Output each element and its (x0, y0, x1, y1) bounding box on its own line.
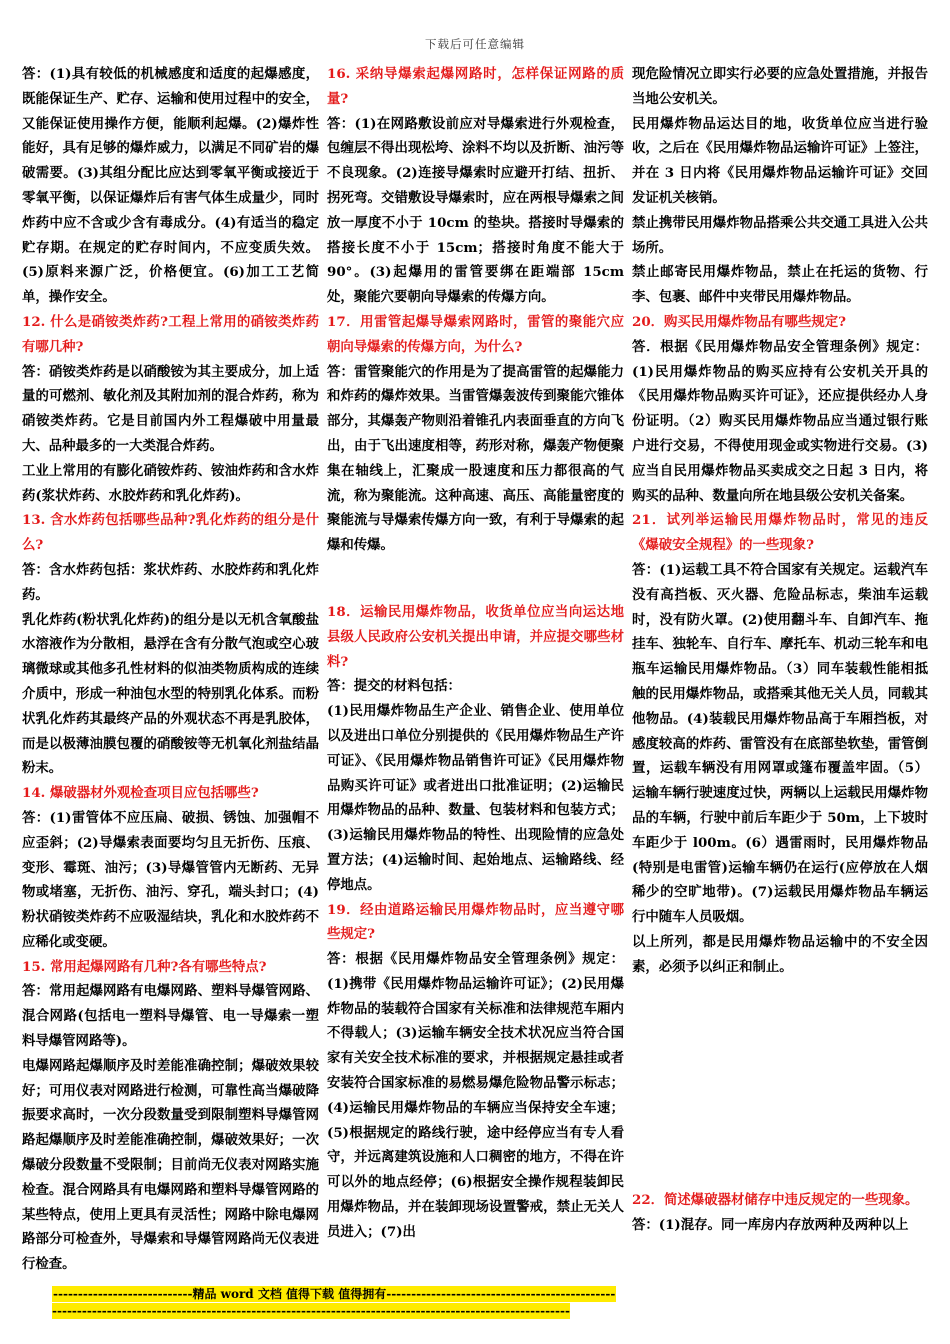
answer-paragraph: 答：(1)在网路敷设前应对导爆索进行外观检查，包缠层不得出现松垮、涂料不均以及折断、油污等不良现象。(2)连接导爆索时应避开打结、扭折、拐死弯。交错敷设导爆索时，应在两根导爆索之间放一厚度不小于 10cm 的垫块。搭接时导爆索的搭接长度不小于 15cm；搭接时角度不能大于 90°。(3)起爆用的雷管要绑在距端部 15cm 处，聚能穴要朝向导爆索的传爆方向。 (327, 115, 624, 306)
spacer (632, 979, 928, 1188)
answer-paragraph: 以上所列，都是民用爆炸物品运输中的不安全因素，必须予以纠正和制止。 (632, 933, 928, 975)
answer-paragraph: 乳化炸药(粉状乳化炸药)的组分是以无机含氧酸盐水溶液作为分散相，悬浮在含有分散气泡或空心玻璃微球或其他多孔性材料的似油类物质构成的连续介质中，形成一种油包水型的特别乳化体系。而粉状乳化炸药其最终产品的外观状态不再是乳胶体，而是以极薄油膜包覆的硝酸铵等无机氧化剂盐结晶粉末。 (22, 611, 319, 777)
answer-paragraph: 工业上常用的有膨化硝铵炸药、铵油炸药和含水炸药(浆状炸药、水胶炸药和乳化炸药)。 (22, 462, 319, 504)
question-heading: 19．经由道路运输民用爆炸物品时，应当遵守哪些规定? (327, 901, 624, 943)
answer-paragraph: 答：(1)运载工具不符合国家有关规定。运载汽车没有高挡板、灭火器、危险品标志，柴油车运载时，没有防火罩。(2)使用翻斗车、自卸汽车、拖挂车、独轮车、自行车、摩托车、机动三轮车和电瓶车运输民用爆炸物品。（3）同车装载性能相抵触的民用爆炸物品，或搭乘其他无关人员，同载其他物品。(4)装载民用爆炸物品高于车厢挡板，对感度较高的炸药、雷管没有在底部垫软垫，雷管倒置，运载车辆没有用网罩或篷布覆盖牢固。（5）运输车辆行驶速度过快，两辆以上运载民用爆炸物品的车辆，行驶中前后车距少于 50m，上下坡时车距少于 l00m。(6）遇雷雨时，民用爆炸物品(特别是电雷管)运输车辆仍在运行(应停放在人烟稀少的空旷地带)。(7)运载民用爆炸物品车辆运行中随车人员吸烟。 (632, 561, 928, 926)
answer-paragraph: 答．根据《民用爆炸物品安全管理条例》规定：(1)民用爆炸物品的购买应持有公安机关开具的《民用爆炸物品购买许可证》，还应提供经办人身份证明。（2）购买民用爆炸物品应当通过银行账户进行交易，不得使用现金或实物进行交易。(3)应当自民用爆炸物品买卖成交之日起 3 日内，将购买的品种、数量向所在地县级公安机关备案。 (632, 338, 928, 504)
footer-banner (52, 1286, 616, 1319)
answer-paragraph: 答：雷管聚能穴的作用是为了提高雷管的起爆能力和炸药的爆炸效果。当雷管爆轰波传到聚能穴锥体部分，其爆轰产物则沿着锥孔内表面垂直的方向飞出，由于飞出速度相等，药形对称，爆轰产物便聚集在轴线上，汇聚成一股速度和压力都很高的气流，称为聚能流。这种高速、高压、高能量密度的聚能流与导爆索传爆方向一致，有利于导爆索的起爆和传爆。 (327, 363, 624, 554)
question-heading: 20．购买民用爆炸物品有哪些规定? (632, 313, 846, 330)
question-heading: 21．试列举运输民用爆炸物品时，常见的违反《爆破安全规程》的一些现象? (632, 512, 928, 554)
page-header: 下载后可任意编辑 (425, 37, 525, 51)
answer-paragraph: 答：(1)雷管体不应压扁、破损、锈蚀、加强帽不应歪斜；(2)导爆索表面要均匀且无折伤、压痕、变形、霉斑、油污；(3)导爆管管内无断药、无异物或堵塞，无折伤、油污、穿孔，端头封口；(4)粉状硝铵类炸药不应吸湿结块，乳化和水胶炸药不应稀化或变硬。 (22, 809, 319, 950)
text-column-middle (327, 62, 624, 1245)
question-heading: 14. 爆破器材外观检查项目应包括哪些? (22, 785, 259, 802)
footer-line-2: -------------------------------------------------------------------------------------------------------- (52, 1304, 570, 1318)
answer-paragraph: 答：常用起爆网路有电爆网路、塑料导爆管网路、混合网路(包括电一塑料导爆管、电一导爆索一塑料导爆管网路等)。 (22, 983, 319, 1050)
question-heading: 13. 含水炸药包括哪些品种?乳化炸药的组分是什么? (22, 512, 319, 554)
answer-paragraph: 民用爆炸物品运达目的地，收货单位应当进行验收，之后在《民用爆炸物品运输许可证》上签注，并在 3 日内将《民用爆炸物品运输许可证》交回发证机关核销。 (632, 115, 928, 206)
text-column-left (22, 62, 319, 1277)
spacer (327, 558, 624, 600)
answer-paragraph: (1)民用爆炸物品生产企业、销售企业、使用单位以及进出口单位分别提供的《民用爆炸物品生产许可证》、《民用爆炸物品销售许可证》《民用爆炸物品购买许可证》或者进出口批准证明；(2)运输民用爆炸物品的品种、数量、包装材料和包装方式；(3)运输民用爆炸物品的特性、出现险情的应急处置方法；(4)运输时间、起始地点、运输路线、经停地点。 (327, 703, 624, 893)
answer-paragraph: 答：提交的材料包括： (327, 678, 461, 695)
text-column-right (632, 62, 928, 1238)
answer-paragraph: 答：硝铵类炸药是以硝酸铵为其主要成分，加上适量的可燃剂、敏化剂及其附加剂的混合炸药，称为硝铵类炸药。它是目前国内外工程爆破中用量最大、品种最多的一大类混合炸药。 (22, 363, 319, 454)
answer-paragraph: 答：(1)具有较低的机械感度和适度的起爆感度，既能保证生产、贮存、运输和使用过程中的安全，又能保证使用操作方便，能顺利起爆。(2)爆炸性能好，具有足够的爆炸威力，以满足不同矿岩的爆破需要。(3)其组分配比应达到零氧平衡或接近于零氧平衡，以保证爆炸后有害气体生成量少，同时炸药中应不含或少含有毒成分。(4)有适当的稳定贮存期。在规定的贮存时间内，不应变质失效。(5)原料来源广泛，价格便宜。(6)加工工艺简单，操作安全。 (22, 66, 319, 306)
answer-paragraph: 答：(1)混存。同一库房内存放两种及两种以上 (632, 1217, 909, 1234)
answer-paragraph: 禁止邮寄民用爆炸物品，禁止在托运的货物、行李、包裹、邮件中夹带民用爆炸物品。 (632, 264, 928, 306)
question-heading: 16. 采纳导爆索起爆网路时，怎样保证网路的质量? (327, 66, 624, 107)
answer-paragraph: 电爆网路起爆顺序及时差能准确控制；爆破效果较好；可用仪表对网路进行检测，可靠性高当爆破降振要求高时，一次分段数量受到限制塑料导爆管网路起爆顺序及时差能准确控制，爆破效果好；一次爆破分段数量不受限制；目前尚无仪表对网路实施检查。混合网路具有电爆网路和塑料导爆管网路的某些特点，使用上更具有灵活性；网路中除电爆网路部分可检查外，导爆索和导爆管网路尚无仪表进行检查。 (22, 1057, 319, 1273)
answer-paragraph: 答：根据《民用爆炸物品安全管理条例》规定：(1)携带《民用爆炸物品运输许可证》；(2)民用爆炸物品的装载符合国家有关标准和法律规范车厢内不得载人；(3)运输车辆安全技术状况应当符合国家有关安全技术标准的要求，并根据规定悬挂或者安装符合国家标准的易燃易爆危险物品警示标志；(4)运输民用爆炸物品的车辆应当保持安全车速；(5)根据规定的路线行驶，途中经停应当有专人看守，并远离建筑设施和人口稠密的地方，不得在许可以外的地点经停；(6)根据安全操作规程装卸民用爆炸物品，并在装卸现场设置警戒，禁止无关人员进入；(7)出 (327, 951, 624, 1240)
answer-paragraph: 现危险情况立即实行必要的应急处置措施，并报告当地公安机关。 (632, 66, 928, 107)
answer-paragraph: 禁止携带民用爆炸物品搭乘公共交通工具进入公共场所。 (632, 214, 928, 256)
answer-paragraph: 答：含水炸药包括：浆状炸药、水胶炸药和乳化炸药。 (22, 561, 319, 603)
question-heading: 22．简述爆破器材储存中违反规定的一些现象。 (632, 1192, 919, 1209)
question-heading: 12. 什么是硝铵类炸药?工程上常用的硝铵类炸药有哪几种? (22, 313, 319, 355)
question-heading: 18．运输民用爆炸物品，收货单位应当向运达地县级人民政府公安机关提出申请，并应提交哪些材料? (327, 603, 624, 670)
footer-line-1: ----------------------------精品 word 文档 值得下载 值得拥有---------------------------------------------- (53, 1287, 616, 1301)
question-heading: 17．用雷管起爆导爆索网路时，雷管的聚能穴应朝向导爆索的传爆方向，为什么? (327, 313, 624, 355)
question-heading: 15. 常用起爆网路有几种?各有哪些特点? (22, 958, 267, 975)
